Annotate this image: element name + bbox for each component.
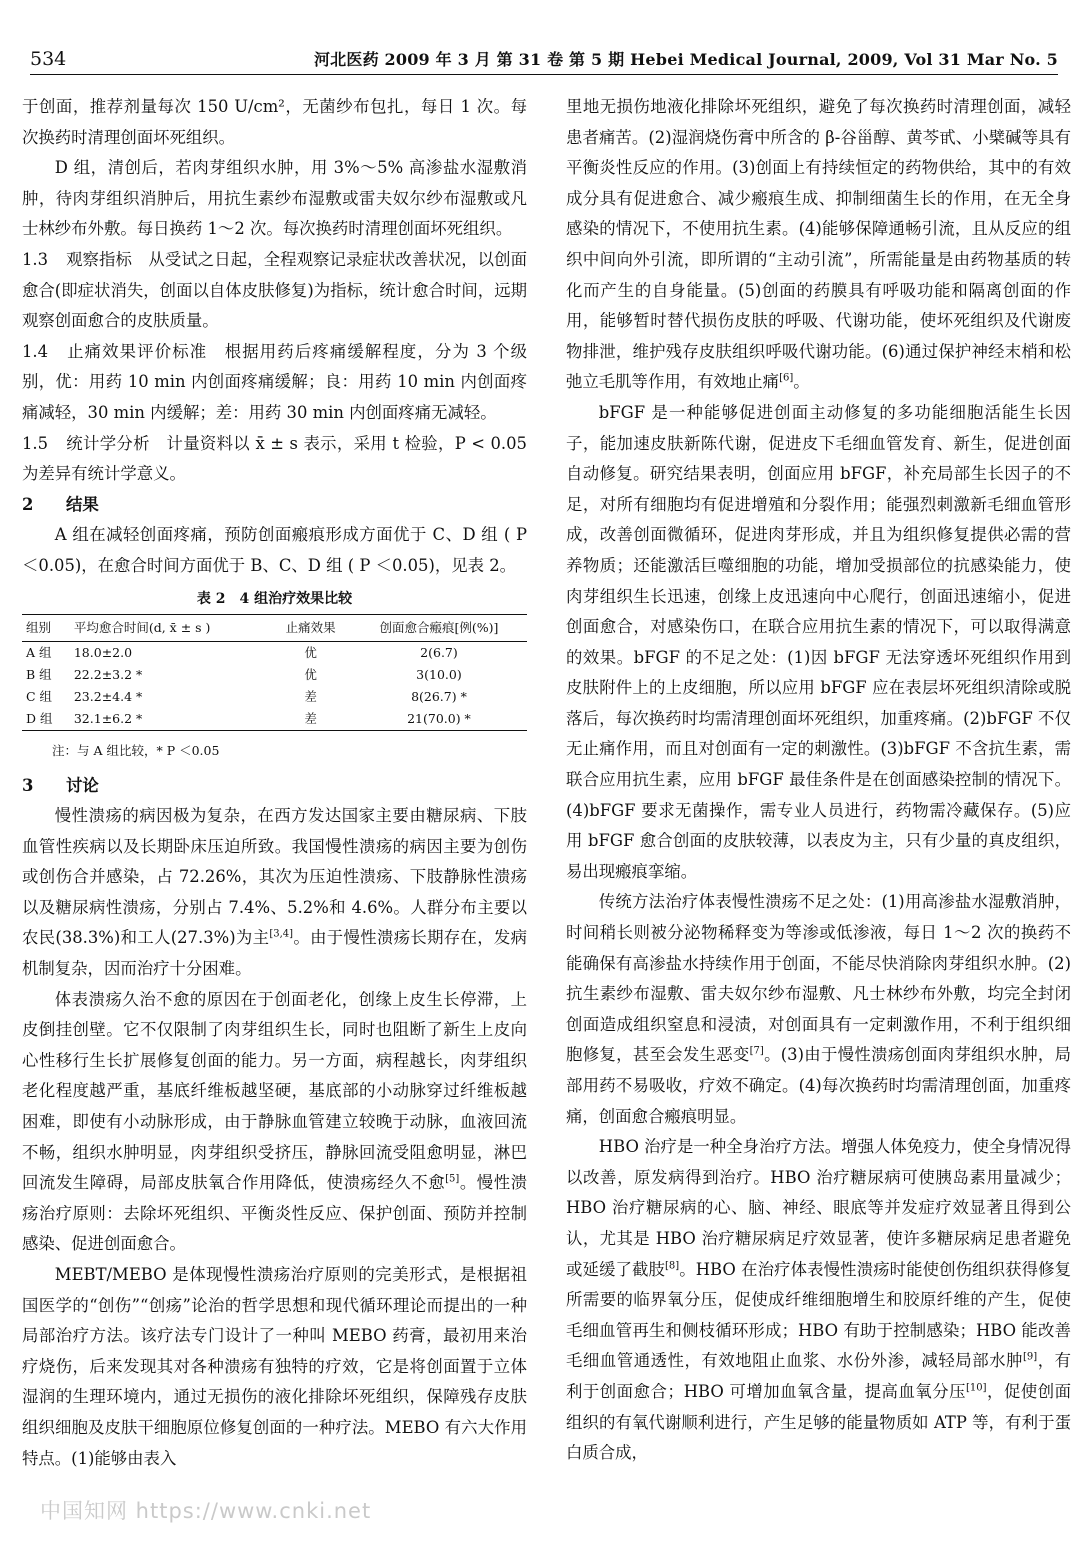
paragraph: MEBT/MEBO 是体现慢性溃疡治疗原则的完美形式，是根据祖国医学的“创伤”“创疡”论治的哲学思想和现代循环理论而提出的一种局部治疗方法。该疗法专门设计了一种叫 MEBO 药膏，最初用来治疗烧伤，后来发现其对各种溃疡有独特的疗效，它是将创面置于立体湿润的生理环境内，通过无损伤的液化排除坏死组织，保障残存皮肤组织细胞及皮肤干细胞原位修复创面的一种疗法。MEBO 有六大作用特点。(1)能够由表入 [22,1265,527,1468]
table-caption: 表 2 4 组治疗效果比较 [196,590,353,607]
text-run: 慢性溃疡的病因极为复杂，在西方发达国家主要由糖尿病、下肢血管性疾病以及长期卧床压迫所致。我国慢性溃疡的病因主要为创伤或创伤合并感染，占 72.26%，其次为压迫性溃疡、下肢静脉性溃疡以及糖尿病性溃疡，分别占 7.4%、5.2%和 4.6%。人群分布主要以农民(38.3%)和工人(27.3%)为主 [22,806,527,948]
table-cell: 8(26.7) * [411,688,467,704]
citation: [7] [749,1045,764,1057]
section-number: 1.4 [22,341,49,361]
paragraph [566,1132,1071,1469]
citation: [8] [664,1260,680,1272]
citation: [6] [779,372,794,384]
heading-text: 结果 [66,494,99,514]
table-header: 创面愈合瘢痕[例(%)] [379,619,499,635]
table-row [22,686,527,708]
citation: [10] [966,1382,987,1394]
citation: [3,4] [269,929,294,940]
table-cell: 差 [304,710,317,726]
table-cell: D 组 [26,710,53,726]
text-run: 传统方法治疗体表慢性溃疡不足之处：(1)用高渗盐水湿敷消肿，时间稍长则被分泌物稀释变为等渗或低渗液，每日 1～2 次的换药不能确保有高渗盐水持续作用于创面，不能尽快消除肉芽组织水肿。(2)抗生素纱布湿敷、雷夫奴尔纱布湿敷、凡士林纱布外敷，均完全封闭创面造成组织窒息和浸渍，对创面具有一定刺激作用，不利于组织细胞修复，甚至会发生恶变 [566,892,1071,1065]
heading-text: 讨论 [66,775,99,795]
table-header-row [22,614,527,641]
text-run: ，促使创面组织的有氧代谢顺利进行，产生足够的能量物质如 ATP 等，有利于蛋白质合成， [566,1381,1072,1463]
table-header: 平均愈合时间(d, x̄ ± s ) [73,619,211,635]
table-cell: 差 [304,688,317,704]
text-run: 里地无损伤地液化排除坏死组织，避免了每次换药时清理创面，减轻患者痛苦。(2)湿润烧伤膏中所含的 β-谷甾醇、黄芩甙、小檗碱等具有平衡炎性反应的作用。(3)创面上有持续恒定的药物供给，其中的有效成分具有促进愈合、减少瘢痕生成、抑制细菌生长的作用，在无全身感染的情况下，不使用抗生素。(4)能够保障通畅引流，且从反应的组织中间向外引流，即所谓的“主动引流”，所需能量是由药物基质的转化而产生的自身能量。(5)创面的药膜具有呼吸功能和隔离创面的作用，能够暂时替代损伤皮肤的呼吸、代谢功能，使坏死组织及代谢废物排泄，维护残存皮肤组织呼吸代谢功能。(6)通过保护神经末梢和松弛立毛肌等作用，有效地止痛 [566,97,1071,392]
left-column [22,92,527,1474]
paragraph: D 组，清创后，若肉芽组织水肿，用 3%～5% 高渗盐水湿敷消肿，待肉芽组织消肿后，用抗生素纱布湿敷或雷夫奴尔纱布湿敷或凡士林纱布外敷。每日换药 1～2 次。每次换药时清理创面坏死组织。 [22,158,527,239]
text-run: 。由于慢性溃疡长期存在，发病机制复杂，因而治疗十分困难。 [22,928,528,979]
text-run: 体表溃疡久治不愈的原因在于创面老化，创缘上皮生长停滞，上皮倒挂创壁。它不仅限制了肉芽组织生长，同时也阻断了新生上皮向心性移行生长扩展修复创面的能力。另一方面，病程越长，肉芽组织老化程度越严重，基底纤维板越坚硬，基底部的小动脉穿过纤维板越困难，即使有小动脉形成，由于静脉血管建立较晚于动脉，血液回流不畅，组织水肿明显，肉芽组织受挤压，静脉回流受阻愈明显，淋巴回流发生障碍，局部皮肤氧合作用降低，使溃疡经久不愈 [22,989,527,1193]
table-cell: 18.0±2.0 [73,644,133,660]
section-text: 止痛效果评价标准 根据用药后疼痛缓解程度，分为 3 个级别，优：用药 10 min 内创面疼痛缓解；良：用药 10 min 内创面疼痛减轻，30 min 内缓解；差：用药 30 min 内创面疼痛无减轻。 [22,341,527,422]
text-run: 。(3)由于慢性溃疡创面肉芽组织水肿，局部用药不易吸收，疗效不确定。(4)每次换药时均需清理创面，加重疼痛，创面愈合瘢痕明显。 [566,1045,1072,1126]
heading-results [22,490,527,521]
table-cell: 2(6.7) [420,644,458,660]
table-row [22,641,527,664]
watermark: 中国知网 https://www.cnki.net [40,1499,372,1523]
heading-number: 2 [22,494,34,514]
text-run: 。HBO 在治疗体表慢性溃疡时能使创伤组织获得修复所需要的临界氧分压，促使成纤维细胞增生和胶原纤维的产生，促使毛细血管再生和侧枝循环形成；HBO 有助于控制感染；HBO 能改善毛细血管通透性，有效地阻止血浆、水份外渗，减轻局部水肿 [566,1259,1071,1371]
paragraph [566,887,1071,1132]
text-run: 。 [793,372,810,392]
table-cell: 3(10.0) [416,666,462,682]
section-number: 1.3 [22,249,49,269]
paragraph [22,801,527,985]
journal-running-title: 河北医药 2009 年 3 月 第 31 卷 第 5 期 Hebei Medical Journal, 2009, Vol 31 Mar No. 5 [313,50,1058,69]
section-text: 统计学分析 计量资料以 x̄ ± s 表示，采用 t 检验，P < 0.05 为差异有统计学意义。 [22,433,527,484]
table-cell: 23.2±4.4 * [73,688,143,704]
citation: [9] [1022,1351,1038,1363]
section-1-3 [22,245,527,337]
text-run: 。慢性溃疡治疗原则：去除坏死组织、平衡炎性反应、保护创面、预防并控制感染、促进创面愈合。 [22,1173,528,1254]
table-cell: 优 [304,666,317,682]
paragraph: bFGF 是一种能够促进创面主动修复的多功能细胞活能生长因子，能加速皮肤新陈代谢，促进皮下毛细血管发育、新生，促进创面自动修复。研究结果表明，创面应用 bFGF，补充局部生长因子的不足，对所有细胞均有促进增殖和分裂作用；能强烈刺激新毛细血管形成，改善创面微循环，促进肉芽形成，并且为组织修复提供必需的营养物质；还能激活巨噬细胞的功能，增加受损部位的抗感染能力，使肉芽组织生长迅速，创缘上皮迅速向中心爬行，创面迅速缩小，促进创面愈合，对感染伤口，在联合应用抗生素的情况下，可以取得满意的效果。bFGF 的不足之处：(1)因 bFGF 无法穿透坏死组织作用到皮肤附件上的上皮细胞，所以应用 bFGF 应在表层坏死组织清除或脱落后，每次换药时均需清理创面坏死组织，加重疼痛。(2)bFGF 不仅无止痛作用，而且对创面有一定的刺激性。(3)bFGF 不含抗生素，需联合应用抗生素，应用 bFGF 最佳条件是在创面感染控制的情况下。(4)bFGF 要求无菌操作，需专业人员进行，药物需冷藏保存。(5)应用 bFGF 愈合创面的皮肤较薄，以表皮为主，只有少量的真皮组织，易出现瘢痕挛缩。 [566,402,1071,881]
table-note: 注：与 A 组比较，* P ＜0.05 [52,742,220,758]
table-cell: 21(70.0) * [407,710,471,726]
table-cell: 优 [304,644,317,660]
table-cell: B 组 [26,666,52,682]
table-cell: 22.2±3.2 * [73,666,143,682]
table-cell: C 组 [26,688,53,704]
table-header: 止痛效果 [285,619,336,635]
right-column [566,92,1071,1469]
citation: [5] [445,1173,460,1185]
heading-number: 3 [22,775,34,795]
table-row [22,664,527,686]
text-run: HBO 治疗是一种全身治疗方法。增强人体免疫力，使全身情况得以改善，原发病得到治疗。HBO 治疗糖尿病可使胰岛素用量减少；HBO 治疗糖尿病的心、脑、神经、眼底等并发症疗效显著且得到公认，尤其是 HBO 治疗糖尿病足疗效显著，使许多糖尿病足患者避免或延缓了截肢 [566,1137,1071,1279]
section-1-4 [22,337,527,429]
page-number: 534 [30,48,67,70]
running-header [30,40,1058,75]
paragraph: A 组在减轻创面疼痛，预防创面瘢痕形成方面优于 C、D 组 ( P ＜0.05)，在愈合时间方面优于 B、C、D 组 ( P ＜0.05)，见表 2。 [22,525,527,575]
heading-discussion [22,771,527,802]
text-run: ，有利于创面愈合；HBO 可增加血氧含量，提高血氧分压 [566,1351,1072,1401]
paragraph [22,985,527,1260]
table-cell: A 组 [26,644,52,660]
section-1-5 [22,429,527,490]
section-number: 1.5 [22,433,49,453]
table-row [22,708,527,731]
table-2 [22,584,527,771]
paragraph: 于创面，推荐剂量每次 150 U/cm²，无菌纱布包扎，每日 1 次。每次换药时清理创面坏死组织。 [22,97,527,147]
paragraph [566,92,1071,398]
results-table [22,614,527,731]
table-header: 组别 [26,619,52,635]
section-text: 观察指标 从受试之日起，全程观察记录症状改善状况，以创面愈合(即症状消失，创面以自体皮肤修复)为指标，统计愈合时间，远期观察创面愈合的皮肤质量。 [22,249,527,331]
table-cell: 32.1±6.2 * [73,710,143,726]
